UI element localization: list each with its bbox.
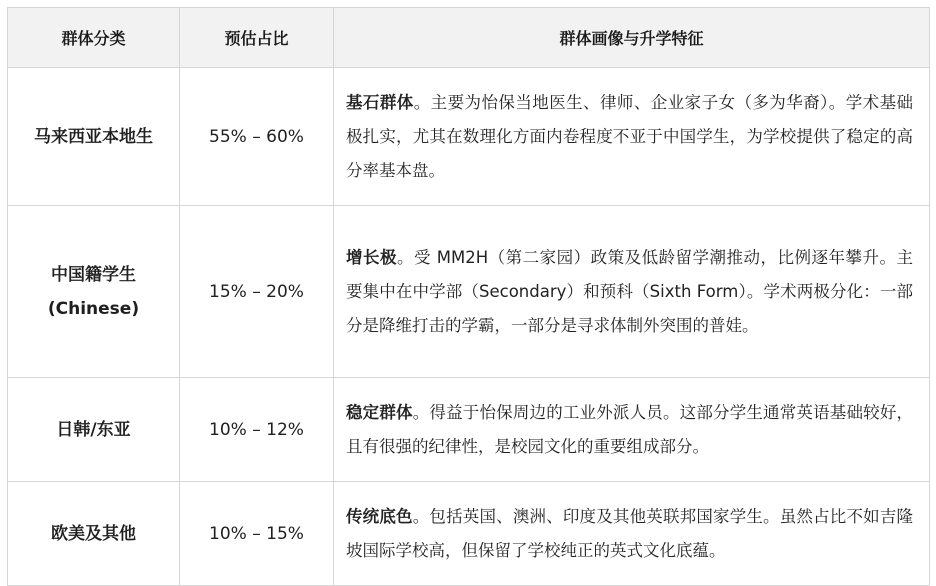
header-profile: 群体画像与升学特征	[334, 8, 930, 68]
description-lead: 稳定群体	[346, 402, 413, 422]
group-label: 中国籍学生	[51, 264, 136, 285]
ratio-cell: 15% – 20%	[180, 206, 334, 378]
table-row	[8, 206, 930, 378]
description-lead: 传统底色	[346, 506, 413, 526]
description-body: 。受 MM2H（第二家园）政策及低龄留学潮推动，比例逐年攀升。主要集中在中学部（Secondary）和预科（Sixth Form）。学术两极分化：一部分是降维打击的学霸，一部分是寻求体制外突围的普娃。	[346, 247, 914, 335]
description-body: 。得益于怡保周边的工业外派人员。这部分学生通常英语基础较好，且有很强的纪律性，是校园文化的重要组成部分。	[346, 402, 914, 456]
header-row	[8, 8, 930, 68]
table-header	[8, 8, 930, 68]
table-row	[8, 378, 930, 482]
group-cell	[8, 68, 180, 206]
description-cell	[334, 68, 930, 206]
demographics-table-container	[7, 7, 929, 560]
group-label: 欧美及其他	[51, 523, 136, 544]
description-cell	[334, 206, 930, 378]
description-body: 。主要为怡保当地医生、律师、企业家子女（多为华裔）。学术基础极扎实，尤其在数理化方面内卷程度不亚于中国学生，为学校提供了稳定的高分率基本盘。	[346, 92, 914, 180]
table-row	[8, 68, 930, 206]
group-label: 马来西亚本地生	[34, 126, 153, 147]
description-lead: 增长极	[346, 247, 397, 267]
header-ratio: 预估占比	[180, 8, 334, 68]
group-label: 日韩/东亚	[56, 419, 131, 440]
description-cell	[334, 378, 930, 482]
group-cell	[8, 206, 180, 378]
group-sublabel: (Chinese)	[47, 298, 140, 319]
description-body: 。包括英国、澳洲、印度及其他英联邦国家学生。虽然占比不如吉隆坡国际学校高，但保留了学校纯正的英式文化底蕴。	[346, 506, 914, 560]
description-cell	[334, 482, 930, 586]
ratio-cell: 10% – 12%	[180, 378, 334, 482]
ratio-cell: 55% – 60%	[180, 68, 334, 206]
ratio-cell: 10% – 15%	[180, 482, 334, 586]
table-body	[8, 68, 930, 586]
table-row	[8, 482, 930, 586]
demographics-table	[7, 7, 930, 586]
description-lead: 基石群体	[346, 92, 414, 112]
group-cell	[8, 482, 180, 586]
group-cell	[8, 378, 180, 482]
header-group: 群体分类	[8, 8, 180, 68]
